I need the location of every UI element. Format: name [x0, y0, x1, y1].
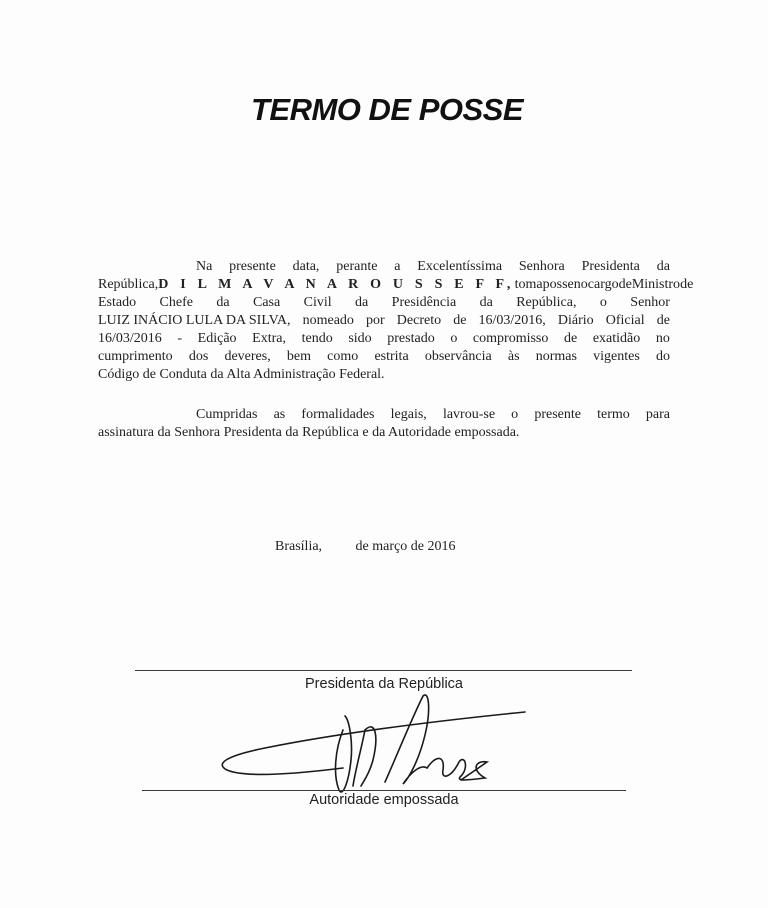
word: Presidenta [581, 259, 640, 274]
word: como [327, 349, 359, 364]
word: cumprimento [98, 349, 173, 364]
word: Ministro [631, 277, 681, 292]
word: exatidão [592, 331, 641, 346]
paragraph-line [98, 424, 670, 442]
signature-label-president: Presidenta da República [305, 676, 463, 692]
word: perante [336, 259, 378, 274]
word: termo [597, 407, 630, 422]
word: no [573, 277, 588, 292]
word: tendo [301, 331, 333, 346]
word: toma [514, 277, 543, 292]
word: dos [188, 349, 209, 364]
word: Chefe [159, 295, 193, 310]
word: o [450, 331, 458, 346]
word: normas [535, 349, 577, 364]
word: do [655, 349, 670, 364]
word: para [645, 407, 670, 422]
word: observância [424, 349, 492, 364]
word: estrita [374, 349, 409, 364]
paragraph-line [98, 276, 694, 294]
word: de [680, 277, 694, 292]
word: às [507, 349, 520, 364]
word: posse [542, 277, 574, 292]
word: compromisso [472, 331, 549, 346]
word: Senhor [630, 295, 670, 310]
word: formalidades [301, 407, 375, 422]
word: assinatura da Senhora Presidenta da República e da Autoridade empossada. [98, 425, 520, 440]
paragraph-line [98, 348, 670, 366]
word: por [366, 313, 385, 328]
paragraph-line [98, 406, 670, 424]
signature-line-appointee [142, 790, 626, 791]
date-text: de março de 2016 [355, 539, 456, 554]
word: Edição [197, 331, 237, 346]
paragraph-line [98, 366, 670, 384]
signature-label-appointee: Autoridade empossada [309, 792, 459, 808]
word: o [599, 295, 607, 310]
word: vigentes [593, 349, 640, 364]
word: República, [516, 295, 577, 310]
word: da [479, 295, 493, 310]
word: nomeado [302, 313, 354, 328]
word: a [394, 259, 401, 274]
word: de [656, 313, 670, 328]
word: Oficial [605, 313, 645, 328]
paragraph-line [98, 312, 670, 330]
paragraph-line [98, 294, 670, 312]
date-line [275, 539, 455, 555]
word: presente [534, 407, 581, 422]
word: de [563, 331, 578, 346]
word: República, [98, 277, 159, 292]
word: Estado [98, 295, 137, 310]
word: Código de Conduta da Alta Administração Federal. [98, 367, 385, 382]
word: data, [292, 259, 320, 274]
paragraph-line [98, 330, 670, 348]
word: as [273, 407, 286, 422]
word: Extra, [252, 331, 286, 346]
word: sido [348, 331, 372, 346]
word: da [355, 295, 369, 310]
document-title: TERMO DE POSSE [250, 92, 524, 127]
word: Excelentíssima [417, 259, 503, 274]
paragraph-1 [98, 258, 694, 384]
handwritten-signature [215, 690, 545, 802]
word: de [618, 277, 632, 292]
word: legais, [390, 407, 427, 422]
paragraph-line [98, 258, 670, 276]
word: Senhora [518, 259, 565, 274]
word: Na [196, 259, 213, 274]
word: - [177, 331, 183, 346]
word: cargo [587, 277, 619, 292]
date-city: Brasília, [275, 539, 323, 554]
word: bem [286, 349, 311, 364]
word: o [511, 407, 519, 422]
signature-line-president [135, 670, 632, 671]
word: prestado [387, 331, 435, 346]
paragraph-2 [98, 406, 670, 442]
word: da [216, 295, 230, 310]
word: presente [229, 259, 276, 274]
word: Decreto [396, 313, 442, 328]
word: D I L M A V A N A R O U S S E F F, [158, 277, 515, 292]
word: da [656, 259, 670, 274]
word: Presidência [391, 295, 457, 310]
word: de [453, 313, 467, 328]
word: deveres, [224, 349, 271, 364]
word: 16/03/2016, [478, 313, 546, 328]
word: Diário [557, 313, 594, 328]
word: 16/03/2016 [98, 331, 162, 346]
word: LUIZ INÁCIO LULA DA SILVA, [98, 313, 291, 328]
word: Civil [303, 295, 332, 310]
word: Casa [252, 295, 281, 310]
word: Cumpridas [196, 407, 258, 422]
word: no [655, 331, 670, 346]
word: lavrou-se [442, 407, 496, 422]
